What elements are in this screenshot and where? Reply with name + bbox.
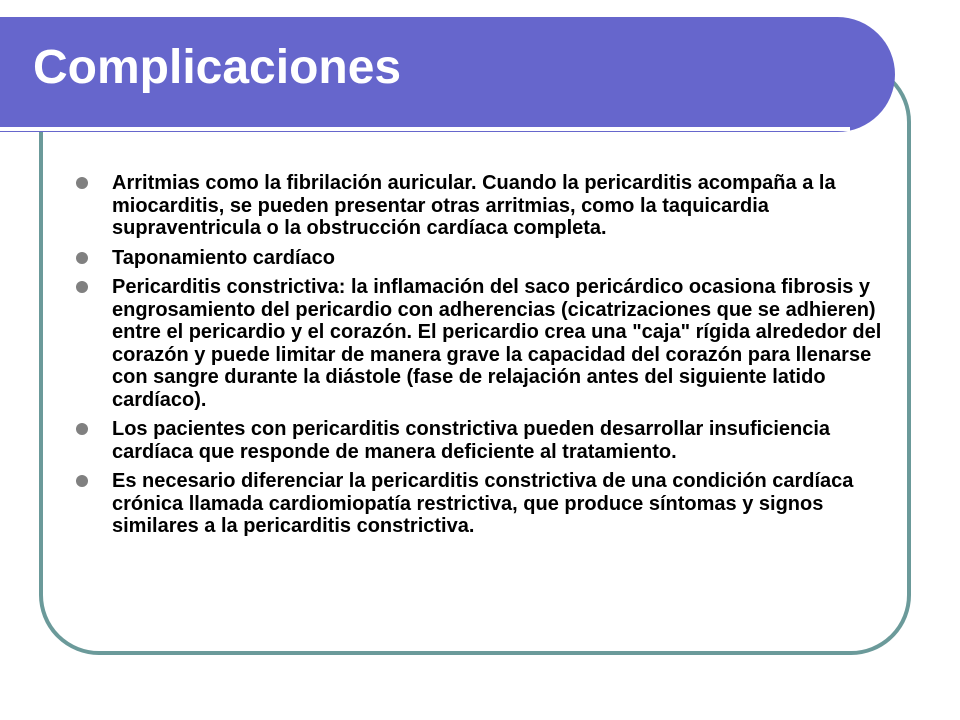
bullet-text: Pericarditis constrictiva: la inflamación del saco pericárdico ocasiona fibrosis y engrosamiento del pericardio con adherencias (cicatrizaciones que se adhieren) entre el pericardio y el corazón. El pericardio crea una "caja" rígida alrededor del corazón y puede limitar de manera grave la capacidad del corazón para llenarse con sangre durante la diástole (fase de relajación antes del siguiente latido cardíaco). [112,276,882,411]
bullet-text: Es necesario diferenciar la pericarditis constrictiva de una condición cardíaca crónica llamada cardiomiopatía restrictiva, que produce síntomas y signos similares a la pericarditis constrictiva. [112,470,854,537]
bullet-list [76,172,896,545]
bullet-item [76,276,896,411]
bullet-item [76,247,896,270]
bullet-text: Taponamiento cardíaco [112,246,336,269]
bullet-dot-icon [76,281,88,293]
bullet-item [76,172,896,240]
bullet-item [76,418,896,463]
bullet-text: Arritmias como la fibrilación auricular. Cuando la pericarditis acompaña a la miocarditis, se pueden presentar otras arritmias, como la taquicardia supraventricula o la obstrucción cardíaca completa. [112,172,836,239]
title-underline [0,127,850,131]
slide-title: Complicaciones [33,41,402,94]
bullet-text: Los pacientes con pericarditis constrictiva pueden desarrollar insuficiencia cardíaca que responde de manera deficiente al tratamiento. [112,418,831,463]
bullet-item [76,470,896,538]
bullet-dot-icon [76,423,88,435]
bullet-dot-icon [76,252,88,264]
bullet-dot-icon [76,475,88,487]
bullet-dot-icon [76,177,88,189]
